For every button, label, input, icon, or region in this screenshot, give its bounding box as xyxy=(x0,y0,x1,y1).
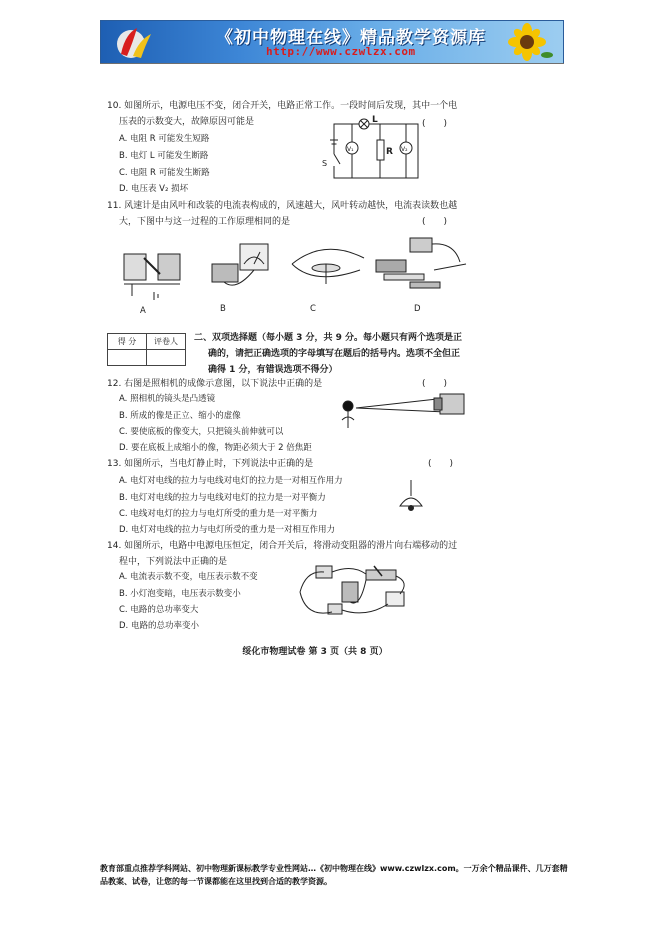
q10-label-l: L xyxy=(372,115,378,125)
q11-figures xyxy=(114,234,514,304)
q10-option-a: A. 电阻 R 可能发生短路 xyxy=(119,134,210,144)
q10-option-d: D. 电压表 V₂ 损坏 xyxy=(119,184,189,194)
q12-option-a: A. 照相机的镜头是凸透镜 xyxy=(119,394,216,404)
q12-stem: 12. 右图是照相机的成像示意图，以下说法中正确的是 xyxy=(107,379,323,389)
banner-url[interactable]: http://www.czwlzx.com xyxy=(266,45,416,58)
q10-label-s: S xyxy=(322,159,328,168)
q13-stem: 13. 如图所示，当电灯静止时，下列说法中正确的是 xyxy=(107,459,314,469)
page-footer: 绥化市物理试卷 第 3 页（共 8 页） xyxy=(242,647,388,657)
q10-option-b: B. 电灯 L 可能发生断路 xyxy=(119,151,209,161)
section2-heading-line3: 确得 1 分，有错误选项不得分） xyxy=(208,365,338,375)
q14-option-c: C. 电路的总功率变大 xyxy=(119,605,199,615)
q14-option-b: B. 小灯泡变暗，电压表示数变小 xyxy=(119,589,241,599)
q13-option-d: D. 电灯对电线的拉力与电灯所受的重力是一对相互作用力 xyxy=(119,525,335,535)
q11-figure-b-label: B xyxy=(220,304,226,314)
q12-option-b: B. 所成的像是正立、缩小的虚像 xyxy=(119,411,241,421)
section2-heading-line1: 二、双项选择题（每小题 3 分，共 9 分。每小题只有两个选项是正 xyxy=(194,333,463,343)
sunflower-icon xyxy=(499,23,555,61)
q10-option-c: C. 电阻 R 可能发生断路 xyxy=(119,168,210,178)
q11-figure-d-label: D xyxy=(414,304,421,314)
q10-stem-line1: 10. 如图所示，电源电压不变，闭合开关，电路正常工作。一段时间后发现，其中一个电 xyxy=(107,101,458,111)
q10-label-v2: V₂ xyxy=(401,146,408,153)
q10-label-r: R xyxy=(386,147,393,157)
score-table xyxy=(107,333,186,366)
q13-option-c: C. 电线对电灯的拉力与电灯所受的重力是一对平衡力 xyxy=(119,509,318,519)
score-table-cell-grader[interactable] xyxy=(147,350,186,366)
q11-figure-c-label: C xyxy=(310,304,316,314)
score-table-header-score: 得 分 xyxy=(108,334,147,350)
site-logo-icon xyxy=(115,24,159,60)
q14-option-a: A. 电流表示数不变，电压表示数不变 xyxy=(119,572,258,582)
q11-stem-line2: 大，下图中与这一过程的工作原理相同的是 xyxy=(119,217,291,227)
header-banner xyxy=(100,20,564,64)
q10-answer-paren: ( ) xyxy=(422,119,448,129)
q13-option-b: B. 电灯对电线的拉力与电线对电灯的拉力是一对平衡力 xyxy=(119,493,326,503)
q10-stem-line2: 压表的示数变大，故障原因可能是 xyxy=(119,117,255,127)
q13-answer-paren: ( ) xyxy=(428,459,454,469)
site-promo-note: 教育部重点推荐学科网站、初中物理新课标教学专业性网站…《初中物理在线》www.czwlzx.com。一万余个精品课件、几万套精品教案、试卷，让您的每一节课都能在这里找到合适的教学资源。 xyxy=(100,864,568,886)
q12-option-c: C. 要使底板的像变大，只把镜头前伸就可以 xyxy=(119,427,284,437)
q14-circuit-diagram xyxy=(296,562,416,622)
q12-camera-diagram xyxy=(336,388,466,438)
score-table-header-grader: 评卷人 xyxy=(147,334,186,350)
q11-figure-a-label: A xyxy=(140,306,146,316)
q10-label-v1: V₁ xyxy=(347,146,354,153)
q13-option-a: A. 电灯对电线的拉力与电线对电灯的拉力是一对相互作用力 xyxy=(119,476,343,486)
banner-title: 《初中物理在线》精品教学资源库 xyxy=(216,28,486,48)
exam-page xyxy=(100,88,530,668)
q11-stem-line1: 11. 风速计是由风叶和改装的电流表构成的，风速越大，风叶转动越快，电流表读数也越 xyxy=(107,201,458,211)
score-table-cell-score[interactable] xyxy=(108,350,147,366)
q14-stem-line1: 14. 如图所示，电路中电源电压恒定，闭合开关后，将滑动变阻器的滑片向右端移动的过 xyxy=(107,541,458,551)
q14-option-d: D. 电路的总功率变小 xyxy=(119,621,199,631)
q10-circuit-diagram xyxy=(320,116,430,188)
q12-answer-paren: ( ) xyxy=(422,379,448,389)
q13-lamp-icon xyxy=(396,480,426,514)
header-rule xyxy=(100,63,564,64)
q12-option-d: D. 要在底板上成缩小的像，物距必须大于 2 倍焦距 xyxy=(119,443,312,453)
q11-answer-paren: ( ) xyxy=(422,217,448,227)
q14-stem-line2: 程中，下列说法中正确的是 xyxy=(119,557,228,567)
section2-heading-line2: 确的，请把正确选项的字母填写在题后的括号内。选项不全但正 xyxy=(208,349,461,359)
